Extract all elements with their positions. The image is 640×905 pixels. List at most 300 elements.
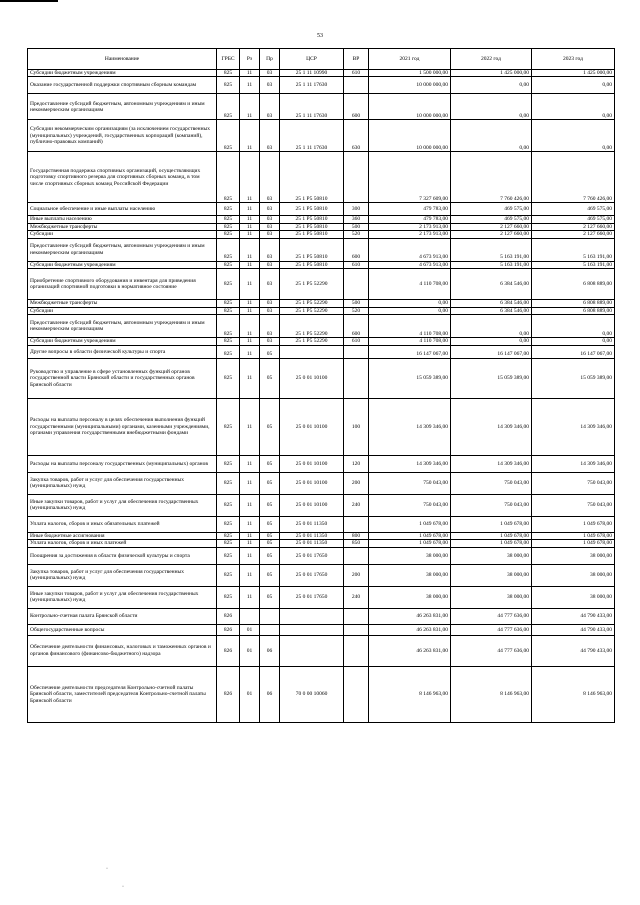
- cell-name: Субсидии бюджетным учреждениям: [28, 70, 217, 77]
- table-row: [28, 307, 615, 314]
- cell-name: Субсидии бюджетным учреждениям: [28, 338, 217, 345]
- cell-pr: 03: [260, 231, 280, 238]
- cell-y2023: 38 000,00: [532, 547, 615, 564]
- cell-vr: 600: [344, 315, 369, 338]
- cell-y2023: 5 163 191,00: [532, 238, 615, 261]
- table-row: [28, 358, 615, 398]
- cell-grbs: 825: [217, 307, 240, 314]
- cell-csr: 25 1 11 10990: [280, 70, 344, 77]
- cell-rz: 01: [240, 635, 260, 666]
- cell-pr: 03: [260, 307, 280, 314]
- cell-y2022: 38 000,00: [451, 586, 532, 608]
- cell-name: Другие вопросы в области физической культуры и спорта: [28, 345, 217, 358]
- table-row: [28, 94, 615, 120]
- cell-y2022: 5 163 191,00: [451, 261, 532, 268]
- cell-y2021: 14 309 346,00: [369, 398, 451, 455]
- cell-name: Обеспечение деятельности финансовых, налоговых и таможенных органов и органов финансового (финансово-бюджетного) надзора: [28, 635, 217, 666]
- cell-csr: 25 1 P5 50810: [280, 231, 344, 238]
- cell-csr: 25 1 P5 52290: [280, 307, 344, 314]
- cell-rz: 11: [240, 398, 260, 455]
- cell-pr: 03: [260, 152, 280, 203]
- cell-csr: 25 1 P5 50810: [280, 203, 344, 216]
- cell-rz: 11: [240, 516, 260, 532]
- cell-pr: 05: [260, 358, 280, 398]
- table-row: [28, 532, 615, 539]
- cell-pr: 03: [260, 70, 280, 77]
- cell-y2022: 469 575,00: [451, 203, 532, 216]
- cell-vr: [344, 152, 369, 203]
- cell-grbs: 826: [217, 635, 240, 666]
- cell-y2022: 6 384 546,00: [451, 269, 532, 300]
- cell-y2022: 1 049 678,00: [451, 540, 532, 547]
- cell-y2022: 44 777 636,00: [451, 608, 532, 624]
- cell-y2022: 0,00: [451, 94, 532, 120]
- cell-vr: 500: [344, 223, 369, 230]
- table-row: [28, 238, 615, 261]
- cell-y2022: 15 059 389,00: [451, 358, 532, 398]
- cell-vr: [344, 624, 369, 635]
- table-row: [28, 666, 615, 722]
- cell-name: Предоставление субсидий бюджетным, автономным учреждениям и иным некоммерческим организациям: [28, 94, 217, 120]
- cell-y2022: 14 309 346,00: [451, 398, 532, 455]
- cell-name: Оказание государственной поддержки спортивным сборным командам: [28, 77, 217, 94]
- cell-y2022: 8 146 963,00: [451, 666, 532, 722]
- table-row: [28, 540, 615, 547]
- cell-csr: 25 1 P5 52290: [280, 315, 344, 338]
- cell-y2023: 2 127 660,00: [532, 231, 615, 238]
- cell-vr: 630: [344, 120, 369, 152]
- cell-rz: 01: [240, 624, 260, 635]
- cell-csr: 25 0 01 10100: [280, 494, 344, 516]
- cell-y2021: 8 146 963,00: [369, 666, 451, 722]
- cell-rz: 11: [240, 564, 260, 586]
- cell-pr: 05: [260, 532, 280, 539]
- cell-y2023: 6 808 889,00: [532, 300, 615, 307]
- cell-rz: 11: [240, 231, 260, 238]
- page-number: 53: [317, 33, 323, 39]
- cell-grbs: 825: [217, 120, 240, 152]
- cell-y2021: 1 049 678,00: [369, 516, 451, 532]
- cell-rz: 11: [240, 152, 260, 203]
- cell-pr: 05: [260, 547, 280, 564]
- cell-pr: 05: [260, 586, 280, 608]
- cell-y2021: 1 049 678,00: [369, 540, 451, 547]
- cell-y2023: 750 043,00: [532, 472, 615, 494]
- cell-rz: 11: [240, 338, 260, 345]
- cell-rz: 11: [240, 203, 260, 216]
- cell-y2021: 46 263 831,00: [369, 608, 451, 624]
- table-row: [28, 624, 615, 635]
- cell-csr: 70 0 00 10060: [280, 666, 344, 722]
- cell-y2022: 750 043,00: [451, 494, 532, 516]
- cell-y2021: 2 173 913,00: [369, 223, 451, 230]
- cell-csr: 25 0 01 10100: [280, 398, 344, 455]
- cell-y2023: 0,00: [532, 338, 615, 345]
- cell-rz: 11: [240, 494, 260, 516]
- cell-grbs: 825: [217, 564, 240, 586]
- cell-rz: 11: [240, 455, 260, 472]
- cell-name: Общегосударственные вопросы: [28, 624, 217, 635]
- cell-y2023: 0,00: [532, 120, 615, 152]
- col-header-2022: 2022 год: [451, 49, 532, 70]
- cell-y2021: 38 000,00: [369, 547, 451, 564]
- cell-csr: 25 0 01 10100: [280, 472, 344, 494]
- cell-y2022: 1 425 000,00: [451, 70, 532, 77]
- table-row: [28, 152, 615, 203]
- cell-name: Государственная поддержка спортивных организаций, осуществляющих подготовку спортивного резерва для спортивных сборных команд, в том числе спортивных сборных команд Российской Федерации: [28, 152, 217, 203]
- cell-vr: 610: [344, 70, 369, 77]
- cell-y2021: 1 049 678,00: [369, 532, 451, 539]
- cell-grbs: 825: [217, 532, 240, 539]
- table-row: [28, 608, 615, 624]
- cell-grbs: 825: [217, 455, 240, 472]
- table-row: [28, 216, 615, 223]
- cell-vr: 200: [344, 472, 369, 494]
- cell-grbs: 825: [217, 338, 240, 345]
- cell-grbs: 825: [217, 300, 240, 307]
- cell-csr: 25 1 P5 52290: [280, 338, 344, 345]
- cell-vr: [344, 516, 369, 532]
- cell-y2022: 6 384 546,00: [451, 300, 532, 307]
- cell-name: Иные закупки товаров, работ и услуг для обеспечения государственных (муниципальных) нужд: [28, 586, 217, 608]
- cell-csr: 25 0 01 17650: [280, 547, 344, 564]
- cell-name: Предоставление субсидий бюджетным, автономным учреждениям и иным некоммерческим организациям: [28, 238, 217, 261]
- cell-vr: 850: [344, 540, 369, 547]
- cell-y2022: 0,00: [451, 338, 532, 345]
- cell-rz: 11: [240, 300, 260, 307]
- cell-grbs: 825: [217, 152, 240, 203]
- table-row: [28, 635, 615, 666]
- cell-pr: 03: [260, 338, 280, 345]
- cell-name: Поощрения за достижения в области физической культуры и спорта: [28, 547, 217, 564]
- cell-pr: 05: [260, 516, 280, 532]
- cell-rz: 11: [240, 358, 260, 398]
- cell-y2023: 6 808 889,00: [532, 307, 615, 314]
- cell-vr: [344, 345, 369, 358]
- cell-pr: [260, 608, 280, 624]
- cell-y2021: 14 309 346,00: [369, 455, 451, 472]
- cell-csr: 25 1 P5 52290: [280, 300, 344, 307]
- cell-y2021: 2 173 913,00: [369, 231, 451, 238]
- cell-pr: 03: [260, 216, 280, 223]
- cell-y2021: 10 000 000,00: [369, 120, 451, 152]
- table-row: [28, 455, 615, 472]
- table-row: [28, 261, 615, 268]
- cell-grbs: 825: [217, 540, 240, 547]
- cell-vr: [344, 358, 369, 398]
- cell-grbs: 825: [217, 223, 240, 230]
- cell-y2022: 7 760 426,00: [451, 152, 532, 203]
- table-row: [28, 223, 615, 230]
- cell-y2021: 38 000,00: [369, 586, 451, 608]
- table-row: [28, 338, 615, 345]
- cell-y2023: 38 000,00: [532, 564, 615, 586]
- table-header-row: [28, 49, 615, 70]
- cell-y2021: 38 000,00: [369, 564, 451, 586]
- cell-csr: 25 1 P5 50810: [280, 152, 344, 203]
- cell-vr: [344, 547, 369, 564]
- cell-name: Межбюджетные трансферты: [28, 223, 217, 230]
- cell-y2023: 14 309 346,00: [532, 398, 615, 455]
- cell-y2023: 469 575,00: [532, 216, 615, 223]
- cell-csr: [280, 608, 344, 624]
- cell-y2021: 7 327 609,00: [369, 152, 451, 203]
- cell-grbs: 825: [217, 70, 240, 77]
- cell-y2023: 44 790 433,00: [532, 635, 615, 666]
- cell-y2022: 14 309 346,00: [451, 455, 532, 472]
- cell-pr: 03: [260, 238, 280, 261]
- cell-csr: 25 1 11 17630: [280, 120, 344, 152]
- cell-y2023: 14 309 346,00: [532, 455, 615, 472]
- col-header-2023: 2023 год: [532, 49, 615, 70]
- cell-vr: 800: [344, 532, 369, 539]
- cell-y2021: 750 043,00: [369, 494, 451, 516]
- cell-y2022: 44 777 636,00: [451, 635, 532, 666]
- cell-pr: 06: [260, 635, 280, 666]
- cell-y2021: 4 110 708,00: [369, 338, 451, 345]
- cell-rz: 11: [240, 261, 260, 268]
- cell-grbs: 825: [217, 516, 240, 532]
- cell-y2023: 44 790 433,00: [532, 608, 615, 624]
- cell-name: Приобретение спортивного оборудования и инвентаря для приведения организаций спортивной подготовки в нормативное состояние: [28, 269, 217, 300]
- cell-y2021: 479 783,00: [369, 203, 451, 216]
- cell-grbs: 825: [217, 547, 240, 564]
- cell-csr: [280, 624, 344, 635]
- cell-name: Расходы на выплаты персоналу в целях обеспечения выполнения функций государственными (муниципальными) органами, казенными учреждениями, органами управления государственными внебюджетными фондами: [28, 398, 217, 455]
- cell-y2021: 0,00: [369, 300, 451, 307]
- col-header-grbs: ГРБС: [217, 49, 240, 70]
- cell-grbs: 825: [217, 231, 240, 238]
- cell-grbs: 825: [217, 586, 240, 608]
- cell-name: Руководство и управление в сфере установленных функций органов государственной власти Брянской области и государственных органов Брянской области: [28, 358, 217, 398]
- cell-pr: 05: [260, 540, 280, 547]
- cell-name: Иные выплаты населению: [28, 216, 217, 223]
- cell-csr: 25 0 01 10100: [280, 358, 344, 398]
- cell-y2022: 38 000,00: [451, 547, 532, 564]
- cell-grbs: 825: [217, 315, 240, 338]
- cell-vr: 360: [344, 216, 369, 223]
- cell-csr: [280, 345, 344, 358]
- cell-csr: 25 1 P5 50810: [280, 238, 344, 261]
- cell-pr: 03: [260, 120, 280, 152]
- cell-csr: 25 1 P5 52290: [280, 269, 344, 300]
- cell-name: Субсидии бюджетным учреждениям: [28, 261, 217, 268]
- cell-y2022: 469 575,00: [451, 216, 532, 223]
- cell-name: Предоставление субсидий бюджетным, автономным учреждениям и иным некоммерческим организациям: [28, 315, 217, 338]
- cell-grbs: 825: [217, 238, 240, 261]
- cell-vr: 200: [344, 564, 369, 586]
- cell-y2023: 16 147 067,00: [532, 345, 615, 358]
- cell-y2023: 8 146 963,00: [532, 666, 615, 722]
- cell-name: Обеспечение деятельности председателя Контрольно-счетной палаты Брянской области, заместителей председателя Контрольно-счетной палаты Брянской области: [28, 666, 217, 722]
- table-row: [28, 77, 615, 94]
- cell-vr: [344, 608, 369, 624]
- cell-grbs: 825: [217, 345, 240, 358]
- cell-pr: 03: [260, 269, 280, 300]
- cell-y2021: 4 673 913,00: [369, 238, 451, 261]
- cell-rz: 11: [240, 223, 260, 230]
- cell-y2022: 5 163 191,00: [451, 238, 532, 261]
- cell-y2022: 750 043,00: [451, 472, 532, 494]
- cell-vr: 500: [344, 300, 369, 307]
- cell-y2023: 6 808 889,00: [532, 269, 615, 300]
- cell-name: Уплата налогов, сборов и иных обязательных платежей: [28, 516, 217, 532]
- cell-y2023: 38 000,00: [532, 586, 615, 608]
- cell-csr: 25 0 01 11350: [280, 540, 344, 547]
- scan-dot: ·: [122, 884, 124, 890]
- cell-y2022: 1 049 678,00: [451, 516, 532, 532]
- cell-y2023: 1 049 678,00: [532, 516, 615, 532]
- cell-vr: 600: [344, 94, 369, 120]
- cell-y2021: 10 000 000,00: [369, 94, 451, 120]
- cell-y2021: 4 673 913,00: [369, 261, 451, 268]
- cell-name: Субсидии: [28, 307, 217, 314]
- cell-csr: 25 0 01 11350: [280, 516, 344, 532]
- cell-grbs: 825: [217, 203, 240, 216]
- cell-rz: 11: [240, 269, 260, 300]
- table-row: [28, 203, 615, 216]
- cell-y2023: 0,00: [532, 94, 615, 120]
- cell-rz: 11: [240, 315, 260, 338]
- cell-grbs: 825: [217, 261, 240, 268]
- cell-pr: 03: [260, 261, 280, 268]
- cell-csr: [280, 635, 344, 666]
- cell-csr: 25 0 01 17650: [280, 564, 344, 586]
- cell-vr: 300: [344, 203, 369, 216]
- cell-csr: 25 0 01 17650: [280, 586, 344, 608]
- cell-y2023: 44 790 433,00: [532, 624, 615, 635]
- cell-y2021: 1 500 000,00: [369, 70, 451, 77]
- table-row: [28, 231, 615, 238]
- cell-grbs: 825: [217, 358, 240, 398]
- cell-y2021: 4 110 708,00: [369, 315, 451, 338]
- cell-grbs: 825: [217, 398, 240, 455]
- cell-y2022: 2 127 660,00: [451, 231, 532, 238]
- cell-grbs: 825: [217, 77, 240, 94]
- cell-y2022: 2 127 660,00: [451, 223, 532, 230]
- cell-pr: 03: [260, 94, 280, 120]
- cell-name: Расходы на выплаты персоналу государственных (муниципальных) органов: [28, 455, 217, 472]
- cell-grbs: 825: [217, 269, 240, 300]
- cell-name: Межбюджетные трансферты: [28, 300, 217, 307]
- cell-y2021: 0,00: [369, 307, 451, 314]
- cell-pr: 03: [260, 223, 280, 230]
- cell-y2021: 4 110 708,00: [369, 269, 451, 300]
- cell-vr: 240: [344, 586, 369, 608]
- cell-name: Социальное обеспечение и иные выплаты населению: [28, 203, 217, 216]
- col-header-csr: ЦСР: [280, 49, 344, 70]
- cell-y2022: 44 777 636,00: [451, 624, 532, 635]
- cell-y2023: 7 760 426,00: [532, 152, 615, 203]
- table-row: [28, 269, 615, 300]
- cell-vr: [344, 77, 369, 94]
- cell-y2022: 0,00: [451, 120, 532, 152]
- cell-pr: 05: [260, 455, 280, 472]
- cell-rz: 11: [240, 345, 260, 358]
- cell-pr: 03: [260, 203, 280, 216]
- cell-name: Субсидии: [28, 231, 217, 238]
- table-row: [28, 586, 615, 608]
- cell-vr: 520: [344, 307, 369, 314]
- cell-pr: 05: [260, 345, 280, 358]
- cell-vr: [344, 635, 369, 666]
- cell-y2023: 5 163 191,00: [532, 261, 615, 268]
- cell-rz: 11: [240, 540, 260, 547]
- cell-grbs: 825: [217, 94, 240, 120]
- col-header-name: Наименование: [28, 49, 217, 70]
- cell-rz: 11: [240, 120, 260, 152]
- cell-pr: 05: [260, 398, 280, 455]
- cell-y2021: 46 263 831,00: [369, 635, 451, 666]
- cell-name: Контрольно-счетная палата Брянской области: [28, 608, 217, 624]
- cell-y2022: 6 384 546,00: [451, 307, 532, 314]
- cell-y2021: 16 147 067,00: [369, 345, 451, 358]
- cell-rz: 01: [240, 666, 260, 722]
- cell-grbs: 826: [217, 608, 240, 624]
- table-row: [28, 70, 615, 77]
- cell-vr: [344, 269, 369, 300]
- cell-csr: 25 0 01 10100: [280, 455, 344, 472]
- cell-rz: 11: [240, 547, 260, 564]
- scan-dot: ·: [106, 866, 108, 872]
- col-header-rz: Рз: [240, 49, 260, 70]
- cell-y2022: 0,00: [451, 315, 532, 338]
- table-row: [28, 398, 615, 455]
- cell-rz: 11: [240, 238, 260, 261]
- cell-csr: 25 1 11 17630: [280, 94, 344, 120]
- cell-y2023: 2 127 660,00: [532, 223, 615, 230]
- cell-csr: 25 1 P5 50810: [280, 261, 344, 268]
- table-row: [28, 315, 615, 338]
- cell-rz: 11: [240, 307, 260, 314]
- cell-y2022: 1 049 678,00: [451, 532, 532, 539]
- budget-table: [27, 48, 615, 723]
- cell-y2023: 15 059 389,00: [532, 358, 615, 398]
- cell-vr: 600: [344, 238, 369, 261]
- cell-y2022: 38 000,00: [451, 564, 532, 586]
- cell-name: Субсидии некоммерческим организациям (за исключением государственных (муниципальных) учреждений, государственных корпораций (компаний), публично-правовых компаний): [28, 120, 217, 152]
- cell-vr: 100: [344, 398, 369, 455]
- cell-grbs: 825: [217, 216, 240, 223]
- cell-pr: 05: [260, 564, 280, 586]
- cell-name: Закупка товаров, работ и услуг для обеспечения государственных (муниципальных) нужд: [28, 472, 217, 494]
- cell-name: Иные закупки товаров, работ и услуг для обеспечения государственных (муниципальных) нужд: [28, 494, 217, 516]
- top-rule: [0, 0, 58, 2]
- cell-grbs: 825: [217, 472, 240, 494]
- cell-y2021: 10 000 000,00: [369, 77, 451, 94]
- table-row: [28, 516, 615, 532]
- cell-rz: 11: [240, 532, 260, 539]
- cell-grbs: 826: [217, 624, 240, 635]
- cell-y2023: 469 575,00: [532, 203, 615, 216]
- cell-rz: [240, 608, 260, 624]
- cell-pr: 03: [260, 77, 280, 94]
- cell-y2021: 46 263 831,00: [369, 624, 451, 635]
- cell-grbs: 825: [217, 494, 240, 516]
- cell-grbs: 826: [217, 666, 240, 722]
- cell-rz: 11: [240, 77, 260, 94]
- cell-name: Иные бюджетные ассигнования: [28, 532, 217, 539]
- cell-pr: 05: [260, 494, 280, 516]
- cell-rz: 11: [240, 472, 260, 494]
- table-row: [28, 345, 615, 358]
- table-row: [28, 547, 615, 564]
- cell-y2021: 479 783,00: [369, 216, 451, 223]
- cell-pr: 05: [260, 472, 280, 494]
- cell-pr: 03: [260, 315, 280, 338]
- cell-rz: 11: [240, 94, 260, 120]
- col-header-vr: ВР: [344, 49, 369, 70]
